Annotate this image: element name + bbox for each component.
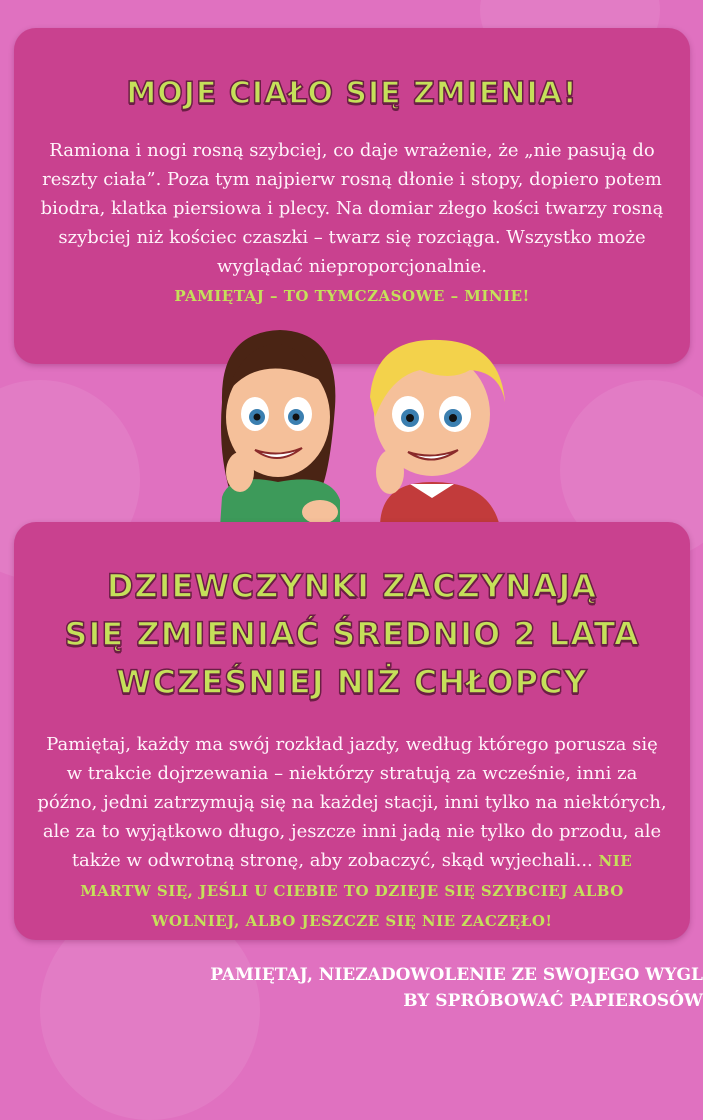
info-panel-body-changes xyxy=(14,28,690,364)
info-panel-timing xyxy=(14,522,690,940)
section-body xyxy=(36,136,668,311)
section-heading: MOJE CIAŁO SIĘ ZMIENIA! xyxy=(126,76,578,111)
highlight-text: PAMIĘTAJ – TO TYMCZASOWE – MINIE! xyxy=(174,287,530,305)
boy-character xyxy=(370,340,505,527)
cartoon-characters-illustration xyxy=(200,322,540,532)
girl-character xyxy=(220,330,340,527)
footer-note: PAMIĘTAJ, NIEZADOWOLENIE ZE SWOJEGO WYGL BY SPRÓBOWAĆ PAPIEROSÓW xyxy=(210,965,703,1011)
section-body xyxy=(36,730,668,936)
highlight-text: NIE MARTW SIĘ, JEŚLI U CIEBIE TO DZIEJE SIĘ SZYBCIEJ ALBO WOLNIEJ, ALBO JESZCZE SIĘ NIE ZACZĘŁO! xyxy=(80,852,633,930)
body-paragraph: Pamiętaj, każdy ma swój rozkład jazdy, według którego porusza się w trakcie dojrzewania – niektórzy stratują za wcześnie, inni za późno, jedni zatrzymują się na każdej stacji, inni tylko na niektórych, ale za to wyjątkowo długo, jeszcze inni jadą nie tylko do przodu, ale także w odwrotną stronę, aby zobaczyć, skąd wyjechali... xyxy=(37,734,667,871)
body-paragraph: Ramiona i nogi rosną szybciej, co daje wrażenie, że „nie pasują do reszty ciała”. Poza tym najpierw rosną dłonie i stopy, dopiero potem biodra, klatka piersiowa i plecy. Na domiar złego kości twarzy rosną szybciej niż kościec czaszki – twarz się rozciąga. Wszystko może wyglądać nieproporcjonalnie. xyxy=(40,140,664,277)
section-heading: DZIEWCZYNKI ZACZYNAJĄ SIĘ ZMIENIAĆ ŚREDNIO 2 LATA WCZEŚNIEJ NIŻ CHŁOPCY xyxy=(64,567,640,701)
